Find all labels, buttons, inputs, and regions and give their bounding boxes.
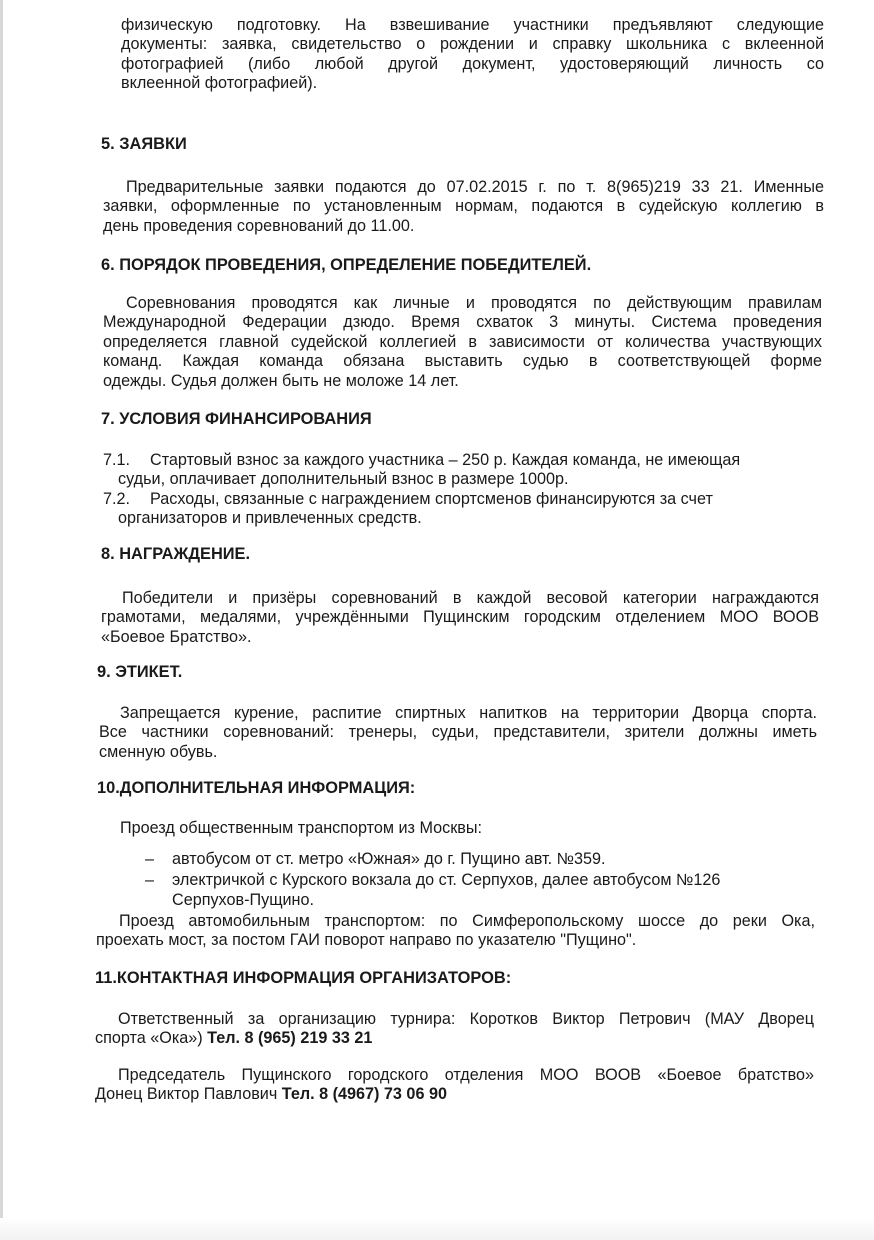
scan-edge (0, 0, 3, 1240)
intro-line: вклеенной фотографией). (121, 74, 318, 93)
section-8-line: «Боевое Братство». (101, 627, 252, 646)
section-10-heading: 10.ДОПОЛНИТЕЛЬНАЯ ИНФОРМАЦИЯ: (97, 779, 416, 797)
intro-line: документы: заявка, свидетельство о рождении и справку школьника с вклеенной (121, 35, 824, 54)
section-8-line: грамотами, медалями, учреждёнными Пущинским городским отделением МОО ВООВ (101, 608, 819, 627)
list-item-number: 7.1. (103, 451, 131, 469)
section-5-line: Предварительные заявки подаются до 07.02.2015 г. по т. 8(965)219 33 21. Именные (126, 178, 824, 196)
section-11-heading: 11.КОНТАКТНАЯ ИНФОРМАЦИЯ ОРГАНИЗАТОРОВ: (95, 969, 512, 987)
page-bottom-edge (0, 1218, 874, 1240)
intro-line: фотографией (либо любой другой документ, удостоверяющий личность со (121, 54, 824, 73)
list-item-text: организаторов и привлеченных средств. (118, 509, 422, 528)
section-9-line: сменную обувь. (99, 742, 218, 761)
section-6-line: Международной Федерации дзюдо. Время схваток 3 минуты. Система проведения (103, 313, 822, 332)
section-6-paragraph (103, 294, 822, 391)
section-9-line: Все частники соревнований: тренеры, судьи, представители, зрители должны иметь (99, 723, 817, 742)
section-5-line: заявки, оформленные по установленным нормам, подаются в судейскую коллегию в (103, 197, 824, 216)
section-8-line: Победители и призёры соревнований в каждой весовой категории награждаются (122, 589, 819, 607)
contact-organizer (95, 1010, 814, 1049)
list-item (103, 451, 803, 490)
section-6-line: Соревнования проводятся как личные и проводятся по действующим правилам (126, 294, 822, 312)
list-item (145, 850, 785, 869)
intro-line: физическую подготовку. На взвешивание участники предъявляют следующие (121, 16, 824, 34)
contact-line: Председатель Пущинского городского отделения МОО ВООВ «Боевое братство» (118, 1066, 814, 1084)
section-5-paragraph (103, 178, 824, 236)
section-8-paragraph (101, 589, 819, 647)
section-5-line: день проведения соревнований до 11.00. (103, 216, 415, 235)
section-7-heading: 7. УСЛОВИЯ ФИНАНСИРОВАНИЯ (101, 410, 372, 428)
car-transport-paragraph (96, 912, 815, 951)
list-item (145, 871, 785, 910)
section-6-line: команд. Каждая команда обязана выставить судью в соответствующей форме (103, 352, 822, 371)
list-item-text: электричкой с Курского вокзала до ст. Серпухов, далее автобусом №126 (172, 871, 721, 890)
list-item-number: 7.2. (103, 489, 131, 508)
list-item-text: Серпухов-Пущино. (172, 890, 314, 909)
contact-phone: Тел. 8 (4967) 73 06 90 (281, 1085, 447, 1104)
list-item-text: автобусом от ст. метро «Южная» до г. Пущино авт. №359. (172, 850, 606, 868)
contact-org: спорта «Ока») (95, 1029, 203, 1048)
list-item-text: судьи, оплачивает дополнительный взнос в размере 1000р. (118, 470, 569, 489)
intro-paragraph (121, 16, 824, 94)
car-transport-line: проехать мост, за постом ГАИ поворот направо по указателю "Пущино". (96, 931, 637, 950)
section-9-line: Запрещается курение, распитие спиртных напитков на территории Дворца спорта. (120, 704, 817, 722)
section-9-heading: 9. ЭТИКЕТ. (97, 663, 183, 681)
section-6-line: одежды. Судья должен быть не моложе 14 лет. (103, 371, 459, 390)
contact-chairman (95, 1066, 814, 1105)
bullet-dash: – (145, 871, 155, 890)
section-9-paragraph (99, 704, 817, 762)
list-item (103, 490, 803, 529)
section-7-list (103, 451, 803, 529)
section-5-heading: 5. ЗАЯВКИ (101, 135, 187, 153)
section-6-line: определяется главной судейской коллегией в зависимости от количества участвующих (103, 332, 822, 351)
car-transport-line: Проезд автомобильным транспортом: по Симферопольскому шоссе до реки Ока, (119, 912, 815, 930)
public-transport-label: Проезд общественным транспортом из Москвы: (120, 819, 483, 837)
list-item-text: Стартовый взнос за каждого участника – 250 р. Каждая команда, не имеющая (150, 451, 741, 469)
contact-name: Донец Виктор Павлович (95, 1085, 278, 1104)
transport-bullets (145, 850, 785, 910)
bullet-dash: – (145, 850, 155, 868)
contact-phone: Тел. 8 (965) 219 33 21 (207, 1029, 373, 1048)
contact-line: Ответственный за организацию турнира: Коротков Виктор Петрович (МАУ Дворец (118, 1010, 814, 1028)
list-item-text: Расходы, связанные с награждением спортсменов финансируются за счет (150, 489, 713, 508)
section-8-heading: 8. НАГРАЖДЕНИЕ. (101, 545, 251, 563)
section-6-heading: 6. ПОРЯДОК ПРОВЕДЕНИЯ, ОПРЕДЕЛЕНИЕ ПОБЕДИТЕЛЕЙ. (101, 256, 592, 274)
